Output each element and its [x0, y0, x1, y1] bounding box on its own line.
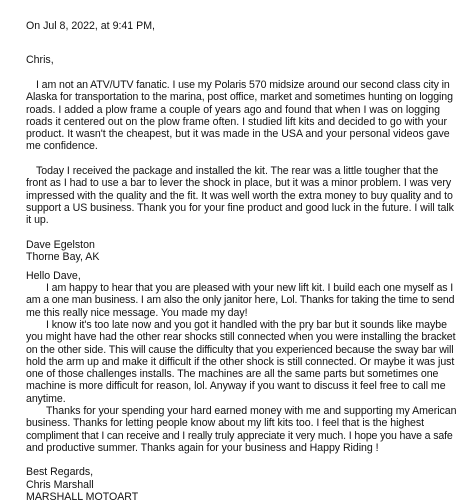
reply-signature: [26, 466, 456, 503]
paragraph-line: it up.: [26, 214, 49, 227]
paragraph-line: me this really nice message. You made my day!: [26, 306, 248, 319]
paragraph-line: me confidence.: [26, 140, 98, 153]
greeting: [26, 54, 456, 66]
paragraph-line: Thanks for your spending your hard earned money with me and supporting my American: [46, 405, 457, 417]
paragraph-line: I know it's too late now and you got it handled with the pry bar but it sounds like maybe: [46, 319, 447, 331]
sender-name: Dave Egelston: [26, 239, 95, 251]
sender-signature: [26, 239, 456, 264]
reply-paragraph-2: [26, 319, 456, 405]
paragraph-1: [26, 79, 456, 153]
paragraph-line: roads it centered out on the plow frame often. I studied lift kits and decided to go with your: [26, 115, 448, 128]
paragraph-line: on the other side. This will cause the difficulty that you experienced because the sway bar will: [26, 343, 454, 356]
message-header: [26, 20, 456, 32]
paragraph-line: you might have had the other rear shocks still connected when you were installing the bracket: [26, 331, 456, 344]
reply-sender-company: MARSHALL MOTOART: [26, 490, 139, 503]
reply-paragraph-1: [26, 282, 456, 319]
reply-sender-name: Chris Marshall: [26, 478, 94, 491]
reply-paragraph-3: [26, 405, 456, 454]
closing-text: Best Regards,: [26, 466, 94, 479]
paragraph-line: Today I received the package and installed the kit. The rear was a little tougher that the: [36, 165, 439, 177]
paragraph-2: [26, 165, 456, 226]
sender-location: Thorne Bay, AK: [26, 251, 100, 264]
greeting-text: Chris,: [26, 54, 54, 66]
paragraph-line: one of those challenges installs. The machines are all the same parts but sometimes one: [26, 368, 439, 381]
paragraph-line: business. Thanks for letting people know about my lift kits too. I feel that is the highest: [26, 417, 425, 430]
paragraph-line: I am happy to hear that you are pleased with your new lift kit. I build each one myself as I: [46, 282, 454, 294]
paragraph-line: front as I had to use a bar to lever the shock in place, but it was a minor problem. I was very: [26, 177, 452, 190]
paragraph-line: machine is more difficult for reason, lol. Anyway if you want to discuss it feel free to call me: [26, 380, 446, 393]
reply-greeting-text: Hello Dave,: [26, 270, 81, 282]
paragraph-line: hold the arm up and make it difficult if the other shock is still connected. Or maybe it was just: [26, 355, 455, 368]
paragraph-line: compliment that I can receive and I really truly appreciate it very much. I hope you have a safe: [26, 429, 453, 442]
reply-greeting: [26, 270, 456, 282]
paragraph-line: Alaska for transportation to the marina, post office, market and sometimes hunting on logging: [26, 91, 453, 104]
header-text: On Jul 8, 2022, at 9:41 PM,: [26, 20, 155, 32]
paragraph-line: roads. I added a plow frame a couple of years ago and found that when I was on logging: [26, 103, 441, 116]
paragraph-line: I am not an ATV/UTV fanatic. I use my Polaris 570 midsize around our second class city in: [36, 79, 450, 91]
paragraph-line: am a one man business. I am also the only janitor here, Lol. Thanks for taking the time to send: [26, 294, 455, 307]
paragraph-line: support a US business. Thank you for your fine product and good luck in the future. I will talk: [26, 201, 454, 214]
paragraph-line: impressed with the quality and the fit. It was well worth the extra money to buy quality and to: [26, 189, 453, 202]
paragraph-line: anytime.: [26, 392, 66, 405]
paragraph-line: and productive summer. Thanks again for your business and Happy Riding !: [26, 441, 379, 454]
paragraph-line: product. It wasn't the cheapest, but it was made in the USA and your personal videos gave: [26, 128, 450, 141]
